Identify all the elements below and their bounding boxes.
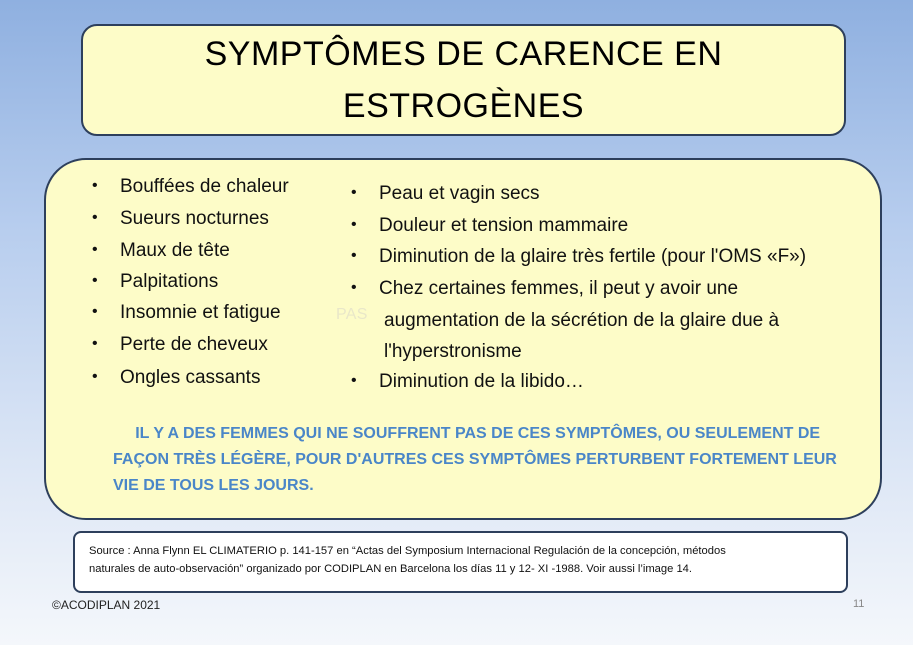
list-item: • Diminution de la libido… <box>351 371 584 392</box>
copyright: ©ACODIPLAN 2021 <box>52 598 161 612</box>
list-item-continuation: l'hyperstronisme <box>384 341 522 362</box>
bullet-icon: • <box>351 372 357 389</box>
bullet-icon: • <box>92 368 98 385</box>
list-item-continuation: augmentation de la sécrétion de la glaire due à <box>384 310 780 331</box>
bullet-icon: • <box>351 216 357 233</box>
note-indent <box>113 425 135 442</box>
list-item: • Diminution de la glaire très fertile (pour l'OMS «F») <box>351 246 807 267</box>
list-item: • Ongles cassants <box>92 367 261 388</box>
list-item: • Palpitations <box>92 271 219 292</box>
bullet-icon: • <box>92 272 98 289</box>
bullet-icon: • <box>351 247 357 264</box>
note-text: IL Y A DES FEMMES QUI NE SOUFFRENT PAS DE CES SYMPTÔMES, OU SEULEMENT DE FAÇON TRÈS LÉGÈRE, POUR D'AUTRES CES SYMPTÔMES PERTURBENT FORTEMENT LEUR VIE DE TOUS LES JOURS. <box>113 425 837 494</box>
bullet-icon: • <box>92 177 98 194</box>
list-item: • Peau et vagin secs <box>351 183 540 204</box>
source-line1: Source : Anna Flynn EL CLIMATERIO p. 141-157 en “Actas del Symposium Internacional Regulación de la concepción, métodos <box>89 545 726 557</box>
note-paragraph <box>113 421 843 499</box>
ghost-text: PAS <box>336 306 368 323</box>
bullet-icon: • <box>92 241 98 258</box>
slide-title-line1: SYMPTÔMES DE CARENCE EN <box>204 35 723 73</box>
list-item: • Insomnie et fatigue <box>92 302 281 323</box>
source-box <box>73 531 848 593</box>
bullet-icon: • <box>92 209 98 226</box>
page-number: 11 <box>853 598 865 610</box>
slide-title-line2: ESTROGÈNES <box>342 87 585 125</box>
bullet-icon: • <box>351 279 357 296</box>
bullet-icon: • <box>351 184 357 201</box>
list-item: • Douleur et tension mammaire <box>351 215 629 236</box>
list-item: • Maux de tête <box>92 240 230 261</box>
bullet-icon: • <box>92 335 98 352</box>
source-line2: naturales de auto-observación” organizado por CODIPLAN en Barcelona los días 11 y 12- XI -1988. Voir aussi l’image 14. <box>89 563 693 575</box>
list-item: • Perte de cheveux <box>92 334 268 355</box>
slide-title-box <box>81 24 846 136</box>
list-item: • Bouffées de chaleur <box>92 176 289 197</box>
list-item: • Sueurs nocturnes <box>92 208 269 229</box>
bullet-icon: • <box>92 303 98 320</box>
list-item: • Chez certaines femmes, il peut y avoir une <box>351 278 739 299</box>
